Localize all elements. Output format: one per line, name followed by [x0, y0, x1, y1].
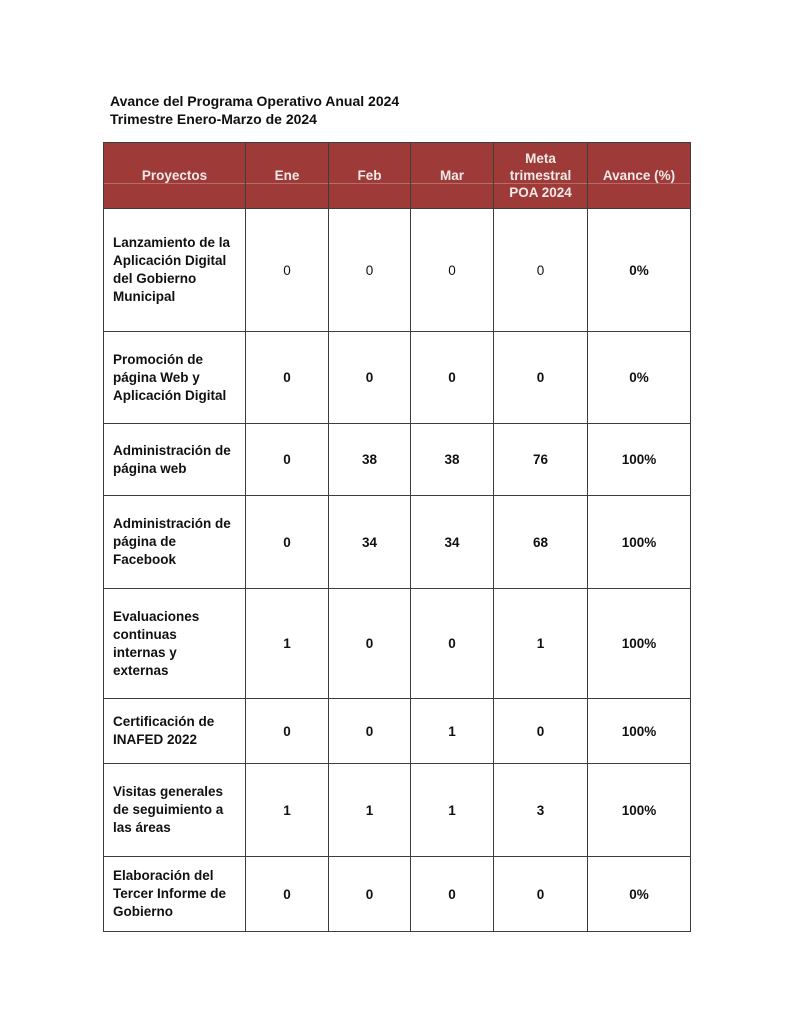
- table-header-row: [104, 143, 691, 209]
- month-value-cell: 0: [494, 332, 588, 424]
- month-value-cell: 0: [411, 857, 494, 932]
- project-name-cell: Elaboración del Tercer Informe de Gobierno: [104, 857, 246, 932]
- project-name-cell: Certificación de INAFED 2022: [104, 699, 246, 764]
- poa-progress-table: [103, 142, 691, 932]
- month-value-cell: 68: [494, 496, 588, 589]
- document-title: [110, 92, 791, 128]
- avance-value-cell: 0%: [588, 332, 691, 424]
- month-value-cell: 1: [329, 764, 411, 857]
- month-value-cell: 0: [329, 699, 411, 764]
- month-value-cell: 0: [411, 589, 494, 699]
- month-value-cell: 0: [494, 699, 588, 764]
- table-row: [104, 332, 691, 424]
- table-row: [104, 857, 691, 932]
- avance-value-cell: 100%: [588, 764, 691, 857]
- column-header-feb: Feb: [329, 143, 411, 209]
- month-value-cell: 0: [246, 857, 329, 932]
- avance-value-cell: 0%: [588, 209, 691, 332]
- month-value-cell: 0: [494, 857, 588, 932]
- month-value-cell: 34: [411, 496, 494, 589]
- month-value-cell: 1: [246, 589, 329, 699]
- column-header-meta-trimestral-poa-2024: Meta trimestral POA 2024: [494, 143, 588, 209]
- month-value-cell: 0: [411, 209, 494, 332]
- project-name-cell: Lanzamiento de la Aplicación Digital del Gobierno Municipal: [104, 209, 246, 332]
- project-name-cell: Promoción de página Web y Aplicación Digital: [104, 332, 246, 424]
- month-value-cell: 0: [329, 857, 411, 932]
- project-name-cell: Administración de página de Facebook: [104, 496, 246, 589]
- month-value-cell: 1: [411, 699, 494, 764]
- avance-value-cell: 100%: [588, 496, 691, 589]
- month-value-cell: 76: [494, 424, 588, 496]
- avance-value-cell: 0%: [588, 857, 691, 932]
- month-value-cell: 0: [246, 424, 329, 496]
- table-row: [104, 496, 691, 589]
- title-line-2: Trimestre Enero-Marzo de 2024: [110, 111, 317, 127]
- table-row: [104, 424, 691, 496]
- avance-value-cell: 100%: [588, 424, 691, 496]
- month-value-cell: 0: [246, 496, 329, 589]
- column-header-mar: Mar: [411, 143, 494, 209]
- table-row: [104, 209, 691, 332]
- month-value-cell: 0: [494, 209, 588, 332]
- project-name-cell: Visitas generales de seguimiento a las áreas: [104, 764, 246, 857]
- avance-value-cell: 100%: [588, 589, 691, 699]
- month-value-cell: 1: [246, 764, 329, 857]
- table-row: [104, 699, 691, 764]
- table-row: [104, 764, 691, 857]
- month-value-cell: 34: [329, 496, 411, 589]
- month-value-cell: 3: [494, 764, 588, 857]
- month-value-cell: 0: [329, 332, 411, 424]
- avance-value-cell: 100%: [588, 699, 691, 764]
- project-name-cell: Evaluaciones continuas internas y externas: [104, 589, 246, 699]
- month-value-cell: 1: [411, 764, 494, 857]
- month-value-cell: 38: [411, 424, 494, 496]
- project-name-cell: Administración de página web: [104, 424, 246, 496]
- month-value-cell: 0: [246, 209, 329, 332]
- month-value-cell: 1: [494, 589, 588, 699]
- title-line-1: Avance del Programa Operativo Anual 2024: [110, 93, 400, 109]
- month-value-cell: 0: [329, 589, 411, 699]
- month-value-cell: 0: [246, 332, 329, 424]
- month-value-cell: 0: [246, 699, 329, 764]
- month-value-cell: 38: [329, 424, 411, 496]
- month-value-cell: 0: [329, 209, 411, 332]
- table-row: [104, 589, 691, 699]
- column-header-ene: Ene: [246, 143, 329, 209]
- column-header-proyectos: Proyectos: [104, 143, 246, 209]
- column-header-avance-pct: Avance (%): [588, 143, 691, 209]
- month-value-cell: 0: [411, 332, 494, 424]
